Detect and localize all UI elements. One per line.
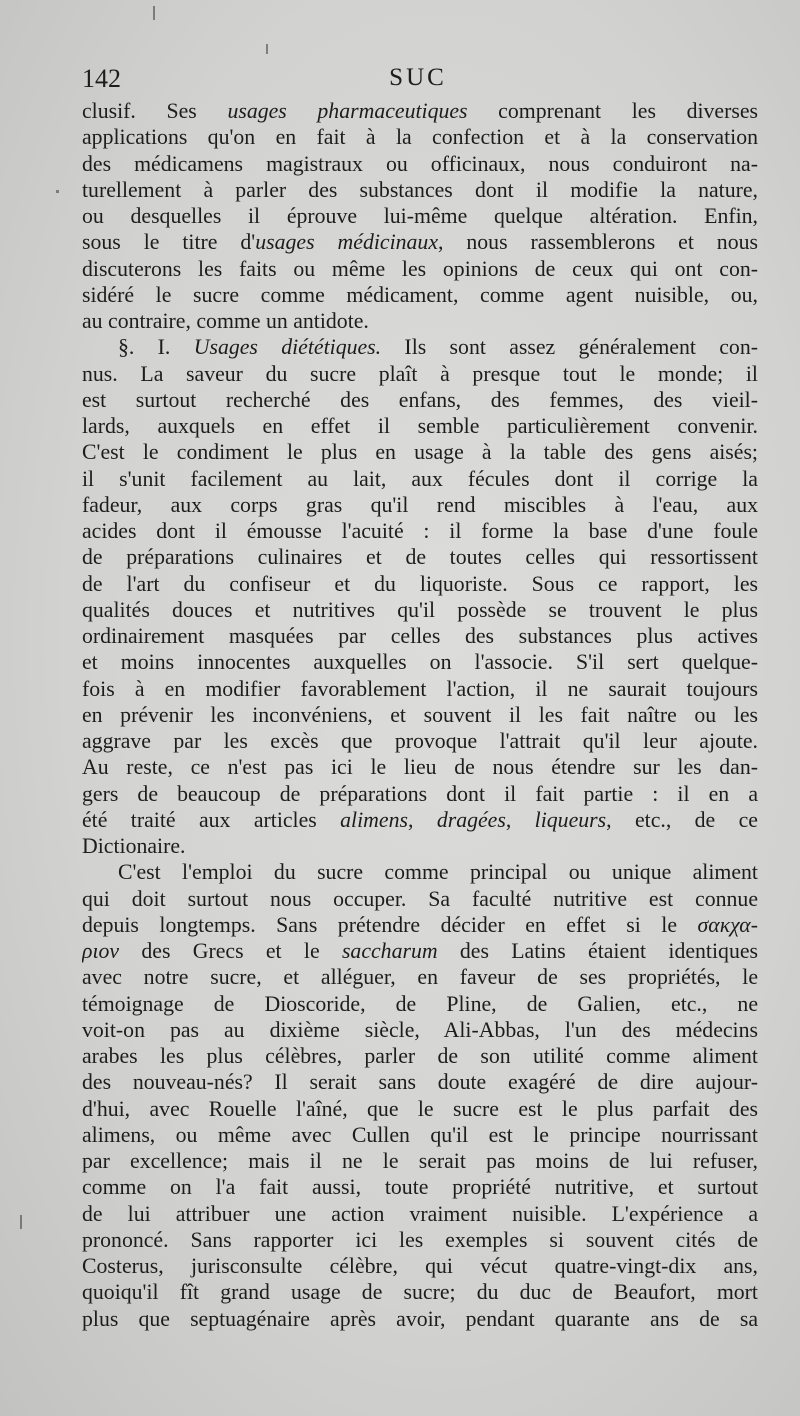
text-run: §. I. — [118, 335, 194, 360]
text-line — [82, 807, 758, 833]
text-run: des Latins étaient identiques — [437, 939, 758, 963]
italic-term: Usages diététiques. — [193, 335, 382, 360]
text-run: qui doit surtout nous occuper. Sa faculté nutritive est connue — [82, 886, 758, 911]
text-line — [82, 597, 758, 623]
text-run: il s'unit facilement au lait, aux fécules dont il corrige la — [82, 466, 758, 491]
margin-speck — [20, 1215, 22, 1229]
text-run: , nous rassemblerons et nous — [438, 230, 758, 255]
text-line — [82, 1174, 758, 1200]
text-line — [82, 1253, 758, 1279]
text-run: Dictionaire. — [82, 834, 186, 858]
text-run: des médicamens magistraux ou officinaux, nous conduiront na- — [82, 151, 758, 176]
italic-term: usages pharmaceutiques — [227, 99, 468, 123]
text-line — [82, 1122, 758, 1148]
text-line — [82, 1306, 758, 1332]
text-run: de l'art du confiseur et du liquoriste. Sous ce rapport, les — [82, 571, 758, 596]
text-run: alimens, ou même avec Cullen qu'il est le principe nourrissant — [82, 1122, 758, 1147]
text-run: lards, auxquels en effet il semble particulièrement convenir. — [82, 414, 758, 438]
text-line — [82, 1279, 758, 1305]
text-line — [82, 308, 758, 334]
italic-term: dragées — [436, 807, 506, 832]
page-number: 142 — [82, 64, 121, 93]
italic-term: saccharum — [341, 939, 438, 963]
page-header-title: SUC — [389, 64, 447, 91]
text-line — [82, 492, 758, 518]
text-line — [82, 282, 758, 308]
text-line — [82, 387, 758, 413]
text-line — [82, 334, 758, 360]
text-run: avec notre sucre, et alléguer, en faveur de ses propriétés, le — [82, 965, 758, 990]
text-line — [82, 728, 758, 754]
text-line — [82, 676, 758, 702]
text-run: par excellence; mais il ne le serait pas moins de lui refuser, — [82, 1149, 758, 1173]
text-line — [82, 886, 758, 912]
text-run: au contraire, comme un antidote. — [82, 309, 369, 333]
text-run: acides dont il émousse l'acuité : il forme la base d'une foule — [82, 519, 758, 543]
text-line — [82, 124, 758, 150]
text-line — [82, 1201, 758, 1227]
text-run: sidéré le sucre comme médicament, comme agent nuisible, ou, — [82, 282, 758, 307]
text-run: témoignage de Dioscoride, de Pline, de Galien, etc., ne — [82, 991, 758, 1016]
text-run: comme on l'a fait aussi, toute propriété nutritive, et surtout — [82, 1175, 758, 1200]
text-line — [82, 649, 758, 675]
italic-term: liqueurs — [534, 807, 607, 832]
text-run: discuterons les faits ou même les opinions de ceux qui ont con- — [82, 256, 758, 281]
text-line — [82, 203, 758, 229]
italic-term: alimens — [340, 807, 408, 832]
text-run: aggrave par les excès que provoque l'attrait qu'il leur ajoute. — [82, 729, 758, 753]
text-line — [82, 1017, 758, 1043]
text-run: sous le titre d' — [82, 230, 256, 255]
text-run: turellement à parler des substances dont il modifie la nature, — [82, 177, 758, 202]
italic-term: usages médicinaux — [255, 230, 438, 255]
text-run: , — [407, 807, 437, 832]
text-line — [82, 229, 758, 255]
text-line — [82, 623, 758, 649]
text-run: C'est l'emploi du sucre comme principal ou unique aliment — [118, 860, 758, 885]
text-run: nus. La saveur du sucre plaît à presque tout le monde; il — [82, 361, 758, 386]
text-run: voit-on pas au dixième siècle, Ali-Abbas, l'un des médecins — [82, 1017, 758, 1042]
text-run: arabes les plus célèbres, parler de son utilité comme aliment — [82, 1044, 758, 1068]
text-run: prononcé. Sans rapporter ici les exemples si souvent cités de — [82, 1227, 758, 1252]
text-line — [82, 781, 758, 807]
text-line — [82, 833, 758, 859]
text-run: de lui attribuer une action vraiment nuisible. L'expérience a — [82, 1201, 758, 1226]
text-line — [82, 439, 758, 465]
text-line — [82, 98, 758, 124]
text-run: des nouveau-nés? Il serait sans doute exagéré de dire aujour- — [82, 1070, 758, 1095]
text-line — [82, 1069, 758, 1095]
text-line — [82, 571, 758, 597]
text-line — [82, 702, 758, 728]
margin-speck — [56, 190, 59, 193]
italic-term: σακχα- — [697, 912, 758, 937]
text-line — [82, 256, 758, 282]
text-line — [82, 466, 758, 492]
text-run: , etc., de ce — [606, 807, 758, 832]
text-line — [82, 754, 758, 780]
text-line — [82, 938, 758, 964]
text-line — [82, 1227, 758, 1253]
text-run: depuis longtemps. Sans prétendre décider en effet si le — [82, 912, 698, 937]
text-line — [82, 177, 758, 203]
margin-speck — [266, 44, 268, 54]
text-line — [82, 151, 758, 177]
text-line — [82, 1148, 758, 1174]
text-run: gers de beaucoup de préparations dont il fait partie : il en a — [82, 781, 758, 806]
text-line — [82, 544, 758, 570]
text-run: ordinairement masquées par celles des substances plus actives — [82, 624, 758, 648]
text-run: de préparations culinaires et de toutes celles qui ressortissent — [82, 545, 758, 570]
margin-speck — [153, 6, 155, 20]
text-run: d'hui, avec Rouelle l'aîné, que le sucre est le plus parfait des — [82, 1096, 758, 1121]
running-head — [82, 64, 754, 96]
text-line — [82, 859, 758, 885]
text-run: , — [505, 807, 535, 832]
text-run: Ils sont assez généralement con- — [381, 335, 758, 360]
text-run: comprenant les diverses — [467, 99, 758, 123]
text-run: ou desquelles il éprouve lui-même quelque altération. Enfin, — [82, 204, 758, 228]
text-line — [82, 964, 758, 990]
text-line — [82, 413, 758, 439]
text-run: clusif. Ses — [82, 99, 228, 123]
text-run: Au reste, ce n'est pas ici le lieu de nous étendre sur les dan- — [82, 755, 758, 780]
text-run: plus que septuagénaire après avoir, pendant quarante ans de sa — [82, 1306, 758, 1331]
text-run: Costerus, jurisconsulte célèbre, qui vécut quatre-vingt-dix ans, — [82, 1254, 758, 1278]
text-run: fois à en modifier favorablement l'action, il ne saurait toujours — [82, 676, 758, 701]
body-text — [82, 98, 758, 1332]
text-run: des Grecs et le — [119, 939, 342, 963]
text-run: quoiqu'il fît grand usage de sucre; du duc de Beaufort, mort — [82, 1280, 758, 1305]
text-line — [82, 361, 758, 387]
text-run: applications qu'on en fait à la confection et à la conservation — [82, 125, 758, 150]
text-run: est surtout recherché des enfans, des femmes, des vieil- — [82, 387, 758, 412]
italic-term: ριον — [82, 939, 120, 963]
text-run: fadeur, aux corps gras qu'il rend miscibles à l'eau, aux — [82, 492, 758, 517]
text-run: qualités douces et nutritives qu'il possède se trouvent le plus — [82, 597, 758, 622]
text-line — [82, 1043, 758, 1069]
text-line — [82, 991, 758, 1017]
text-run: en prévenir les inconvéniens, et souvent il les fait naître ou les — [82, 702, 758, 727]
text-run: été traité aux articles — [82, 807, 341, 832]
text-line — [82, 912, 758, 938]
text-line — [82, 1096, 758, 1122]
text-run: et moins innocentes auxquelles on l'associe. S'il sert quelque- — [82, 650, 758, 675]
text-run: C'est le condiment le plus en usage à la table des gens aisés; — [82, 440, 758, 465]
text-line — [82, 518, 758, 544]
